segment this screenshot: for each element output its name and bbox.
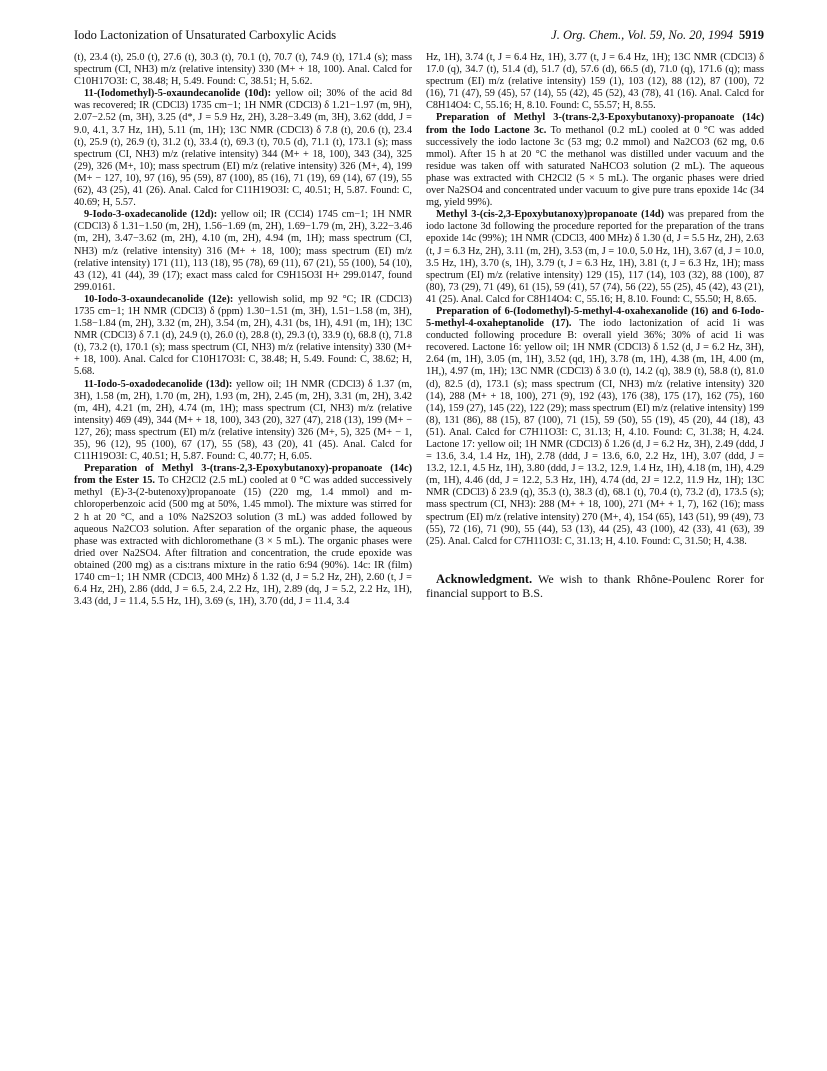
paragraph — [74, 52, 412, 88]
paragraph — [74, 294, 412, 379]
paragraph — [74, 88, 412, 209]
paragraph — [426, 306, 764, 548]
paragraph-heading: Methyl 3-(cis-2,3-Epoxybutanoxy)propanoate (14d) — [436, 209, 665, 221]
paragraph-text: (t), 23.4 (t), 25.0 (t), 27.6 (t), 30.3 (t), 70.1 (t), 70.7 (t), 74.9 (t), 171.4 (s); mass spectrum (CI, NH3) m/z (relative intensity) 330 (M+ + 18, 100). Anal. Calcd for C10H17O3I: C, 38.48; H, 5.49. Found: C, 38.51; H, 5.62. — [74, 52, 412, 88]
acknowledgment-text: We wish to thank Rhône-Poulenc Rorer for financial support to B.S. — [426, 571, 764, 600]
acknowledgment-heading: Acknowledgment. — [436, 571, 533, 586]
paragraph-heading: 11-Iodo-5-oxadodecanolide (13d): — [84, 378, 233, 390]
paragraph — [426, 112, 764, 209]
paragraph-text: yellow oil; IR (CCl4) 1745 cm−1; 1H NMR (CDCl3) δ 1.31−1.50 (m, 2H), 1.56−1.69 (m, 2H), 1.69−1.79 (m, 2H), 3.22−3.46 (m, 2H), 3.47−3.62 (m, 2H), 4.10 (m, 2H), 4.94 (m, 1H); mass spectrum (CI, NH3) m/z (relative intensity) 316 (M+ + 18, 100); mass spectrum (EI) m/z (relative intensity) 171 (11), 113 (18), 95 (78), 69 (11), 67 (21), 55 (100), 54 (10), 43 (12), 41 (44), 39 (17); exact mass calcd for C9H15O3I H+ 299.0147, found 299.0161. — [74, 209, 412, 293]
paragraph — [426, 52, 764, 112]
paragraph-text: To CH2Cl2 (2.5 mL) cooled at 0 °C was added successively methyl (E)-3-(2-butenoxy)propanoate (15) (220 mg, 1.4 mmol) and m-chloroperbenzoic acid (500 mg at 50%, 1.45 mmol). The mixture was stirred for 2 h at 20 °C, and a 10% Na2S2O3 solution (3 mL) was added followed by aqueous Na2CO3 solution. After separation of the organic phase, the aqueous phase was extracted with dichloromethane (3 × 5 mL). The organic phases were dried over Na2SO4. After filtration and concentration, the crude epoxide was obtained (200 mg) as a cis:trans mixture in the ratio 6:94 (90%). 14c: IR (film) 1740 cm−1; 1H NMR (CDCl3, 400 MHz) δ 1.32 (d, J = 5.2 Hz, 2H), 2.60 (t, J = 6.4 Hz, 2H), 2.86 (ddd, J = 6.5, 2.4, 2.2 Hz, 1H), 2.89 (dq, J = 5.2, 2.2 Hz, 1H), 3.43 (dd, J = 11.4, 5.5 Hz, 1H), 3.69 (s, 1H), 3.70 (dd, J = 11.4, 3.4 — [74, 475, 412, 608]
paragraph-text: The iodo lactonization of acid 1i was conducted following procedure B: overall yield 36%; 30% of acid 1i was recovered. Lactone 16: yellow oil; 1H NMR (CDCl3) δ 1.52 (d, J = 6.2 Hz, 3H), 2.64 (m, 1H), 3.05 (m, 1H), 3.52 (qd, 1H), 3.78 (m, 1H), 4.38 (m, 1H, 4.00 (m, 1H,), 4.97 (m, 1H); 13C NMR (CDCl3) δ 3.0 (t), 14.2 (q), 38.9 (t), 58.8 (t), 81.0 (d), 82.5 (d), 173.1 (s); mass spectrum (CI, NH3) m/z (relative intensity) 320 (14), 288 (M+ + 18, 100), 271 (9), 192 (43), 176 (38), 175 (17), 162 (75), 160 (14), 159 (27), 145 (22), 122 (29); mass spectrum (EI) m/z (relative intensity) 199 (8), 131 (86), 88 (15), 87 (100), 71 (15), 59 (50), 55 (19), 45 (20), 44 (18), 43 (51). Anal. Calcd for C7H11O3I: C, 31.13; H, 4.10. Found: C, 31.38; H, 4.24. Lactone 17: yellow oil; 1H NMR (CDCl3) δ 1.26 (d, J = 6.2 Hz, 3H), 2.49 (ddd, J = 13.6, 3.4, 1.4 Hz, 1H), 2.78 (ddd, J = 13.6, 6.0, 2.2 Hz, 1H), 3.07 (ddd, J = 13.2, 12.1, 4.5 Hz, 1H), 3.80 (ddd, J = 13.2, 12.9, 1.4 Hz, 1H), 4.18 (m, 1H), 4.29 (m, 1H), 4.46 (dd, J = 12.2, 5.3 Hz, 1H), 4.74 (dd, 2J = 12.2, 11.9 Hz, 1H); 13C NMR (CDCl3) δ 23.9 (q), 35.3 (t), 38.3 (d), 68.1 (t), 70.4 (t), 73.2 (d), 173.5 (s); mass spectrum (CI, NH3): 288 (M+ + 18, 100), 271 (M+ + 1, 7), 162 (16); mass spectrum (EI) m/z (relative intensity) 270 (M+, 4), 154 (65), 143 (51), 99 (49), 73 (55), 72 (16), 71 (90), 55 (44), 53 (13), 44 (25), 43 (100), 42 (33), 41 (63), 39 (25). Anal. Calcd for C7H11O3I: C, 31.13; H, 4.10. Found: C, 31.50; H, 4.38. — [426, 318, 765, 547]
paragraph — [74, 463, 412, 608]
paragraph-text: To methanol (0.2 mL) cooled at 0 °C was added successively the iodo lactone 3c (53 mg; 0.2 mmol) and Na2CO3 (62 mg, 0.6 mmol). After 15 h at 20 °C the methanol was distilled under vacuum and the residue was taken off with saturated NaHCO3 solution (2 mL). The aqueous phase was extracted with CH2Cl2 (5 × 5 mL). The organic phases were dried over Na2SO4 and concentrated under vacuum to give pure trans epoxide 14c (34 mg, yield 99%). — [426, 124, 764, 209]
paragraph-heading: 11-(Iodomethyl)-5-oxaundecanolide (10d): — [84, 88, 272, 100]
running-header — [74, 28, 764, 44]
paragraph-heading: 10-Iodo-3-oxaundecanolide (12e): — [84, 293, 234, 305]
paragraph-text: yellow oil; 30% of the acid 8d was recovered; IR (CDCl3) 1735 cm−1; 1H NMR (CDCl3) δ 1.21−1.97 (m, 9H), 2.07−2.52 (m, 3H), 3.25 (d*, J = 5.9 Hz, 2H), 3.28−3.49 (m, 3H), 3.62 (ddd, J = 9.0, 4.1, 3.7 Hz, 1H), 5.11 (m, 1H); 13C NMR (CDCl3) δ 7.8 (t), 20.6 (t), 23.4 (t), 25.9 (t), 26.9 (t), 31.2 (t), 33.4 (t), 69.3 (t), 70.5 (d), 71.1 (t), 173.1 (s); mass spectrum (CI, NH3) m/z (relative intensity) 344 (M+ + 18, 100), 343 (34), 325 (29), 326 (M+, 10); mass spectrum (EI) m/z (relative intensity) 326 (M+, 4), 199 (M+ − 127, 10), 97 (16), 95 (59), 87 (100), 85 (16), 71 (19), 69 (14), 67 (19), 55 (62), 43 (25), 41 (26). Anal. Calcd for C11H19O3I: C, 40.51; H, 5.87. Found: C, 40.69; H, 5.57. — [74, 88, 412, 209]
journal-name: J. Org. Chem., Vol. 59, No. 20, 1994 — [551, 28, 733, 42]
paragraph — [426, 209, 764, 306]
journal-citation — [551, 28, 764, 43]
paragraph-heading: Preparation of Methyl 3-(trans-2,3-Epoxybutanoxy)-propanoate (14c) from the Iodo Lactone 3c. — [426, 112, 764, 136]
paragraph-heading: Preparation of 6-(Iodomethyl)-5-methyl-4-oxahexanolide (16) and 6-Iodo-5-methyl-4-oxaheptanolide (17). — [426, 305, 764, 330]
paragraph-text: yellow oil; 1H NMR (CDCl3) δ 1.37 (m, 3H), 1.58 (m, 2H), 1.70 (m, 2H), 1.93 (m, 2H), 2.45 (m, 2H), 3.31 (m, 2H), 3.42 (m, 4H), 4.21 (m, 2H), 4.74 (m, 1H); mass spectrum (CI, NH3) m/z (relative intensity) 469 (49), 344 (M+ + 18, 100), 343 (20), 327 (47), 218 (13), 199 (M+ − 127, 26); mass spectrum (EI) m/z (relative intensity) 326 (M+, 5), 325 (M+ − 1, 35), 96 (12), 95 (100), 67 (17), 55 (58), 43 (20), 41 (45). Anal. Calcd for C11H19O3I: C, 40.51; H, 5.87. Found: C, 40.77; H, 6.05. — [74, 378, 412, 463]
right-column — [426, 52, 764, 600]
paragraph-text: was prepared from the iodo lactone 3d following the procedure reported for the preparation of the trans epoxide 14c (99%); 1H NMR (CDCl3, 400 MHz) δ 1.30 (d, J = 5.5 Hz, 2H), 2.63 (t, J = 6.3 Hz, 2H), 3.11 (m, 2H), 3.53 (m, J = 10.0, 5.0 Hz, 1H), 3.67 (d, J = 10.0, 3.5 Hz, 1H), 3.70 (s, 1H), 3.79 (t, J = 6.3 Hz, 1H), 3.81 (t, J = 6.3 Hz, 1H); mass spectrum (EI) m/z (relative intensity) 129 (15), 117 (14), 103 (32), 88 (100), 87 (80), 73 (29), 71 (49), 61 (15), 59 (41), 57 (74), 56 (22), 55 (25), 45 (42), 43 (21), 41 (25). Anal. Calcd for C8H14O4: C, 55.16; H, 8.10. Found: C, 55.50; H, 8.65. — [426, 209, 764, 305]
running-title: Iodo Lactonization of Unsaturated Carboxylic Acids — [74, 28, 337, 42]
paragraph-text: Hz, 1H), 3.74 (t, J = 6.4 Hz, 1H), 3.77 (t, J = 6.4 Hz, 1H); 13C NMR (CDCl3) δ 17.0 (q), 34.7 (t), 51.4 (d), 51.7 (d), 57.6 (d), 66.5 (d), 71.0 (q), 171.6 (q); mass spectrum (EI) m/z (relative intensity) 159 (1), 103 (12), 88 (12), 87 (100), 72 (16), 71 (47), 59 (45), 57 (14), 55 (42), 45 (52), 43 (78), 41 (16). Anal. Calcd for C8H14O4: C, 55.16; H, 8.10. Found: C, 55.57; H, 8.55. — [426, 52, 764, 112]
page-number: 5919 — [739, 28, 764, 42]
paragraph — [74, 209, 412, 294]
acknowledgment — [426, 572, 764, 600]
paragraph-heading: 9-Iodo-3-oxadecanolide (12d): — [84, 209, 218, 221]
paragraph-heading: Preparation of Methyl 3-(trans-2,3-Epoxybutanoxy)-propanoate (14c) from the Ester 15. — [74, 463, 412, 487]
paragraph — [74, 379, 412, 464]
paragraph-text: yellowish solid, mp 92 °C; IR (CDCl3) 1735 cm−1; 1H NMR (CDCl3) δ (ppm) 1.30−1.51 (m, 3H), 1.51−1.58 (m, 3H), 1.58−1.84 (m, 2H), 3.32 (m, 2H), 3.54 (m, 2H), 4.31 (bs, 1H), 4.91 (m, 1H); 13C NMR (CDCl3) δ 7.1 (d), 24.9 (t), 26.0 (t), 28.8 (t), 29.3 (t), 33.9 (t), 68.8 (t), 71.8 (t), 73.2 (t), 170.1 (s); mass spectrum (CI, NH3) m/z (relative intensity) 330 (M+ + 18, 100). Anal. Calcd for C10H17O3I: C, 38.48; H, 5.49. Found: C, 38.62; H, 5.68. — [74, 293, 412, 378]
left-column — [74, 52, 412, 608]
